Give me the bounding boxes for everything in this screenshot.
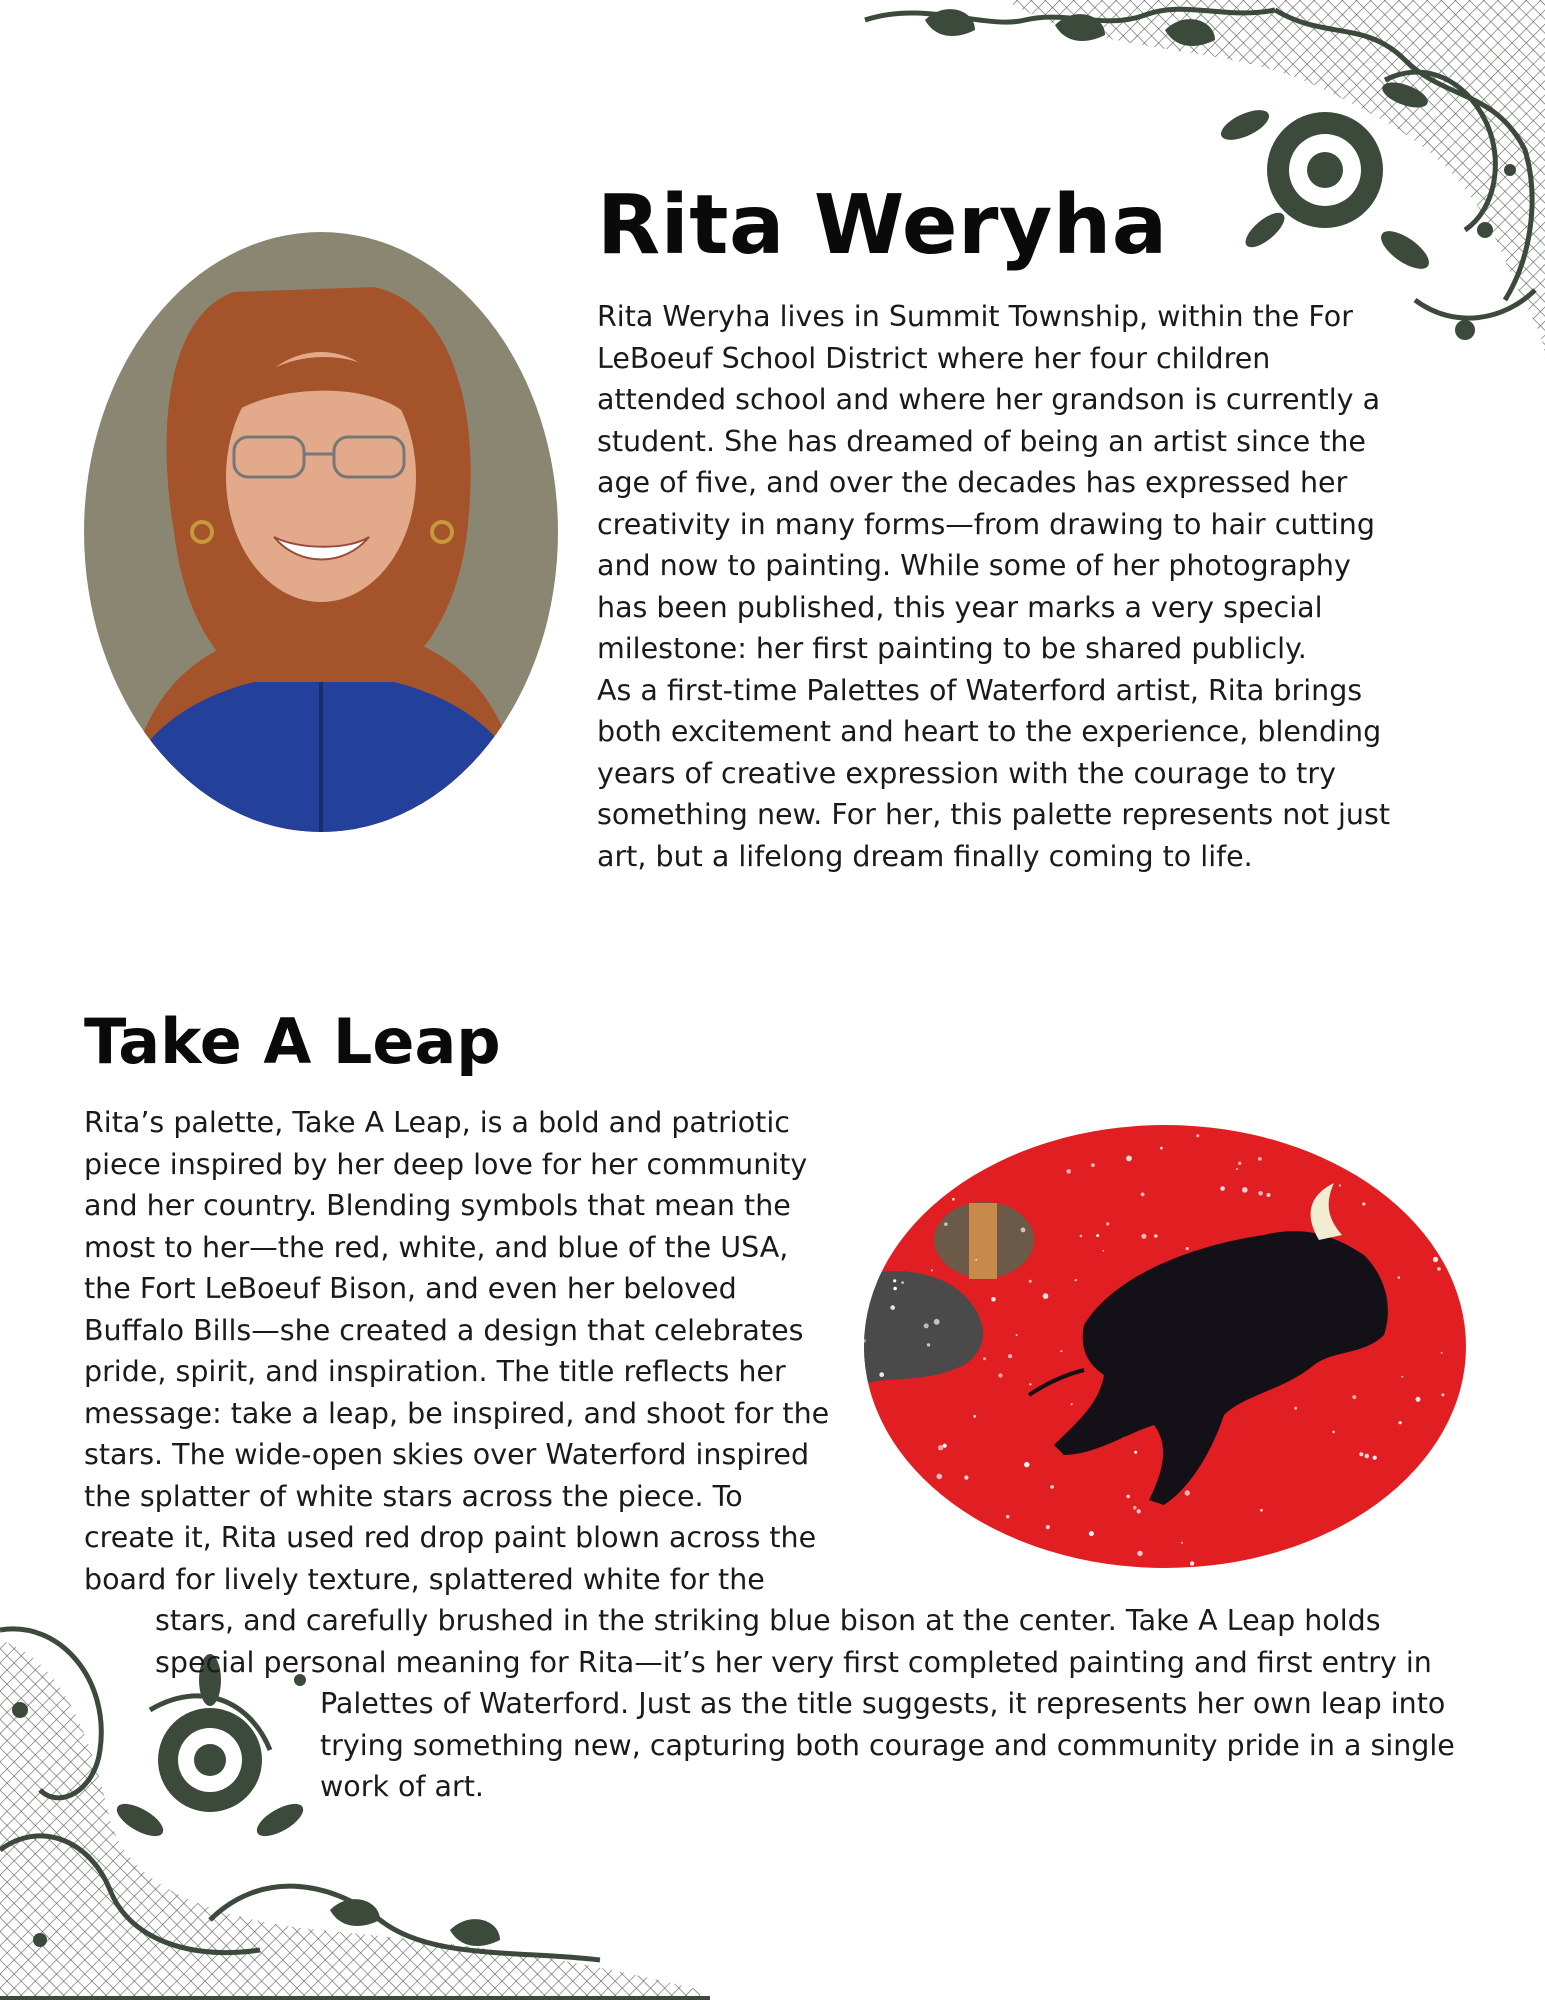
paint-splatter-dot bbox=[1141, 1234, 1146, 1239]
artwork-title: Take A Leap bbox=[84, 1005, 501, 1078]
paint-splatter-dot bbox=[1103, 1250, 1105, 1252]
paint-splatter-dot bbox=[1398, 1276, 1401, 1279]
description-line: board for lively texture, splattered white for the bbox=[84, 1562, 765, 1596]
paint-splatter-dot bbox=[1434, 1125, 1437, 1127]
paint-splatter-dot bbox=[873, 1260, 877, 1264]
bio-line: milestone: her first painting to be shared publicly. bbox=[597, 632, 1307, 665]
paint-splatter-dot bbox=[1089, 1531, 1094, 1536]
paint-splatter-dot bbox=[942, 1128, 947, 1133]
bio-line: LeBoeuf School District where her four children bbox=[597, 341, 1271, 375]
paint-splatter-dot bbox=[1365, 1454, 1370, 1459]
description-line: create it, Rita used red drop paint blown across the bbox=[84, 1521, 817, 1554]
paint-splatter-dot bbox=[1416, 1397, 1421, 1402]
paint-splatter-dot bbox=[1024, 1462, 1029, 1467]
paint-splatter-dot bbox=[1433, 1257, 1438, 1262]
paint-splatter-dot bbox=[1021, 1228, 1026, 1233]
paint-splatter-dot bbox=[1260, 1509, 1263, 1512]
paint-splatter-dot bbox=[1008, 1544, 1011, 1547]
paint-splatter-dot bbox=[1437, 1267, 1441, 1271]
paint-splatter-dot bbox=[887, 1471, 893, 1477]
paint-splatter-dot bbox=[1137, 1551, 1142, 1556]
bio-line: Rita Weryha lives in Summit Township, within the For bbox=[597, 300, 1353, 333]
description-line: pride, spirit, and inspiration. The title reflects her bbox=[84, 1355, 786, 1388]
paint-splatter-dot bbox=[1029, 1383, 1031, 1385]
paint-splatter-dot bbox=[1160, 1147, 1163, 1150]
description-line: stars. The wide-open skies over Waterford inspired bbox=[84, 1438, 810, 1471]
paint-splatter-dot bbox=[967, 1144, 973, 1150]
paint-splatter-dot bbox=[1126, 1156, 1132, 1162]
paint-splatter-dot bbox=[952, 1198, 955, 1201]
description-line: special personal meaning for Rita—it’s her very first completed painting and first entry in bbox=[155, 1645, 1432, 1679]
paint-splatter-dot bbox=[1186, 1247, 1189, 1250]
paint-splatter-dot bbox=[879, 1372, 884, 1377]
description-line: the Fort LeBoeuf Bison, and even her beloved bbox=[84, 1272, 737, 1305]
paint-splatter-dot bbox=[864, 1556, 868, 1560]
paint-splatter-dot bbox=[1257, 1128, 1259, 1130]
description-line: most to her—the red, white, and blue of the USA, bbox=[84, 1230, 789, 1264]
paint-splatter-dot bbox=[1154, 1234, 1157, 1237]
artwork-description-block-3 bbox=[320, 1683, 1455, 1808]
paint-splatter-dot bbox=[983, 1357, 986, 1360]
paint-splatter-dot bbox=[1399, 1421, 1402, 1424]
paint-splatter-dot bbox=[1185, 1490, 1190, 1495]
bio-line: student. She has dreamed of being an artist since the bbox=[597, 424, 1366, 458]
paint-splatter-dot bbox=[1006, 1515, 1010, 1519]
paint-splatter-dot bbox=[1287, 1130, 1289, 1132]
paint-splatter-dot bbox=[896, 1237, 900, 1241]
artwork-description-block-1 bbox=[84, 1102, 829, 1600]
paint-splatter-dot bbox=[1126, 1495, 1130, 1499]
paint-splatter-dot bbox=[1339, 1184, 1341, 1186]
paint-splatter-dot bbox=[1441, 1393, 1444, 1396]
paint-splatter-dot bbox=[1258, 1191, 1263, 1196]
description-line: Rita’s palette, Take A Leap, is a bold and patriotic bbox=[84, 1106, 790, 1139]
paint-splatter-dot bbox=[1236, 1168, 1238, 1170]
paint-splatter-dot bbox=[1373, 1456, 1377, 1460]
description-line: Palettes of Waterford. Just as the title suggests, it represents her own leap into bbox=[320, 1687, 1446, 1720]
paint-splatter-dot bbox=[1352, 1395, 1356, 1399]
bio-line: something new. For her, this palette represents not just bbox=[597, 798, 1391, 831]
paint-splatter-dot bbox=[975, 1259, 977, 1261]
paint-splatter-dot bbox=[1332, 1431, 1334, 1433]
paint-splatter-dot bbox=[1443, 1476, 1449, 1482]
paint-splatter-dot bbox=[1062, 1136, 1064, 1138]
paint-splatter-dot bbox=[1181, 1542, 1183, 1544]
paint-splatter-dot bbox=[1141, 1193, 1145, 1197]
bio-line: both excitement and heart to the experience, blending bbox=[597, 715, 1382, 748]
paint-splatter-dot bbox=[1050, 1485, 1054, 1489]
paint-splatter-dot bbox=[910, 1514, 912, 1516]
paint-splatter-dot bbox=[1060, 1350, 1062, 1352]
paint-splatter-dot bbox=[1133, 1506, 1137, 1510]
paint-splatter-dot bbox=[1043, 1293, 1049, 1299]
paint-splatter-dot bbox=[1008, 1354, 1012, 1358]
paint-splatter-dot bbox=[1071, 1403, 1073, 1405]
paint-splatter-dot bbox=[973, 1415, 976, 1418]
paint-splatter-dot bbox=[962, 1125, 967, 1129]
bio-line: creativity in many forms—from drawing to hair cutting bbox=[597, 507, 1375, 541]
paint-splatter-dot bbox=[876, 1191, 881, 1196]
paint-splatter-dot bbox=[1024, 1548, 1026, 1550]
paint-splatter-dot bbox=[938, 1445, 943, 1450]
description-line: piece inspired by her deep love for her community bbox=[84, 1147, 808, 1181]
paint-splatter-dot bbox=[998, 1373, 1002, 1377]
artist-portrait-photo bbox=[84, 232, 558, 832]
paint-splatter-dot bbox=[1075, 1279, 1077, 1281]
paint-splatter-dot bbox=[890, 1305, 895, 1310]
paint-splatter-dot bbox=[991, 1297, 996, 1302]
description-line: trying something new, capturing both courage and community pride in a single bbox=[320, 1728, 1455, 1762]
paint-splatter-dot bbox=[906, 1196, 908, 1198]
paint-splatter-dot bbox=[1238, 1162, 1241, 1165]
bio-line: has been published, this year marks a very special bbox=[597, 590, 1323, 624]
artist-bio bbox=[597, 296, 1417, 877]
paint-splatter-dot bbox=[912, 1188, 914, 1190]
artwork-description-block-2 bbox=[155, 1600, 1432, 1683]
paint-splatter-dot bbox=[1441, 1352, 1443, 1354]
paint-splatter-dot bbox=[893, 1279, 896, 1282]
paint-splatter-dot bbox=[1242, 1187, 1248, 1193]
paint-splatter-dot bbox=[1294, 1407, 1297, 1410]
description-line: and her country. Blending symbols that mean the bbox=[84, 1189, 791, 1222]
bio-line: age of five, and over the decades has expressed her bbox=[597, 466, 1348, 499]
paint-splatter-dot bbox=[1368, 1546, 1371, 1549]
paint-splatter-dot bbox=[1420, 1504, 1425, 1509]
paint-splatter-dot bbox=[893, 1287, 897, 1291]
paint-splatter-dot bbox=[1360, 1559, 1365, 1564]
paint-splatter-dot bbox=[1267, 1193, 1271, 1197]
paint-splatter-dot bbox=[965, 1560, 969, 1564]
paint-splatter-dot bbox=[944, 1222, 948, 1226]
description-line: Buffalo Bills—she created a design that celebrates bbox=[84, 1313, 804, 1347]
bio-line: As a first-time Palettes of Waterford artist, Rita brings bbox=[597, 673, 1363, 707]
paint-splatter-dot bbox=[1046, 1525, 1050, 1529]
paint-splatter-dot bbox=[1134, 1451, 1137, 1454]
paint-splatter-dot bbox=[964, 1476, 968, 1480]
paint-splatter-dot bbox=[1106, 1222, 1109, 1225]
paint-splatter-dot bbox=[927, 1343, 930, 1346]
paint-splatter-dot bbox=[1041, 1567, 1043, 1568]
description-line: work of art. bbox=[320, 1770, 484, 1803]
paint-splatter-dot bbox=[1362, 1202, 1365, 1205]
palette-artwork-photo bbox=[864, 1125, 1466, 1568]
paint-splatter-dot bbox=[965, 1141, 967, 1143]
paint-splatter-dot bbox=[943, 1444, 947, 1448]
paint-splatter-dot bbox=[1396, 1543, 1399, 1546]
paint-splatter-dot bbox=[931, 1269, 933, 1271]
paint-splatter-dot bbox=[1066, 1169, 1071, 1174]
description-line: message: take a leap, be inspired, and shoot for the bbox=[84, 1396, 830, 1430]
paint-splatter-dot bbox=[1359, 1452, 1363, 1456]
paint-splatter-dot bbox=[1196, 1134, 1199, 1137]
paint-splatter-dot bbox=[1446, 1520, 1449, 1523]
paint-splatter-dot bbox=[924, 1323, 929, 1328]
paint-splatter-dot bbox=[1091, 1163, 1095, 1167]
paint-splatter-dot bbox=[934, 1319, 940, 1325]
paint-splatter-dot bbox=[937, 1474, 943, 1480]
paint-splatter-dot bbox=[1190, 1561, 1194, 1565]
bio-line: and now to painting. While some of her photography bbox=[597, 549, 1351, 582]
paint-splatter-dot bbox=[1096, 1234, 1099, 1237]
artist-name: Rita Weryha bbox=[597, 178, 1168, 273]
paint-splatter-dot bbox=[1080, 1235, 1083, 1238]
bio-line: attended school and where her grandson is currently a bbox=[597, 383, 1381, 416]
bio-line: years of creative expression with the courage to try bbox=[597, 756, 1336, 790]
description-line: stars, and carefully brushed in the striking blue bison at the center. Take A Leap holds bbox=[155, 1604, 1381, 1637]
paint-splatter-dot bbox=[901, 1281, 904, 1284]
bio-line: art, but a lifelong dream finally coming to life. bbox=[597, 839, 1253, 873]
paint-splatter-dot bbox=[1029, 1280, 1032, 1283]
bottom-rule bbox=[0, 1996, 710, 2000]
paint-splatter-dot bbox=[1258, 1157, 1262, 1161]
paint-splatter-dot bbox=[871, 1233, 873, 1235]
paint-splatter-dot bbox=[1137, 1509, 1141, 1513]
paint-splatter-dot bbox=[1220, 1186, 1225, 1191]
paint-splatter-dot bbox=[1016, 1334, 1018, 1336]
paint-splatter-dot bbox=[1401, 1376, 1403, 1378]
description-line: the splatter of white stars across the piece. To bbox=[84, 1479, 743, 1513]
